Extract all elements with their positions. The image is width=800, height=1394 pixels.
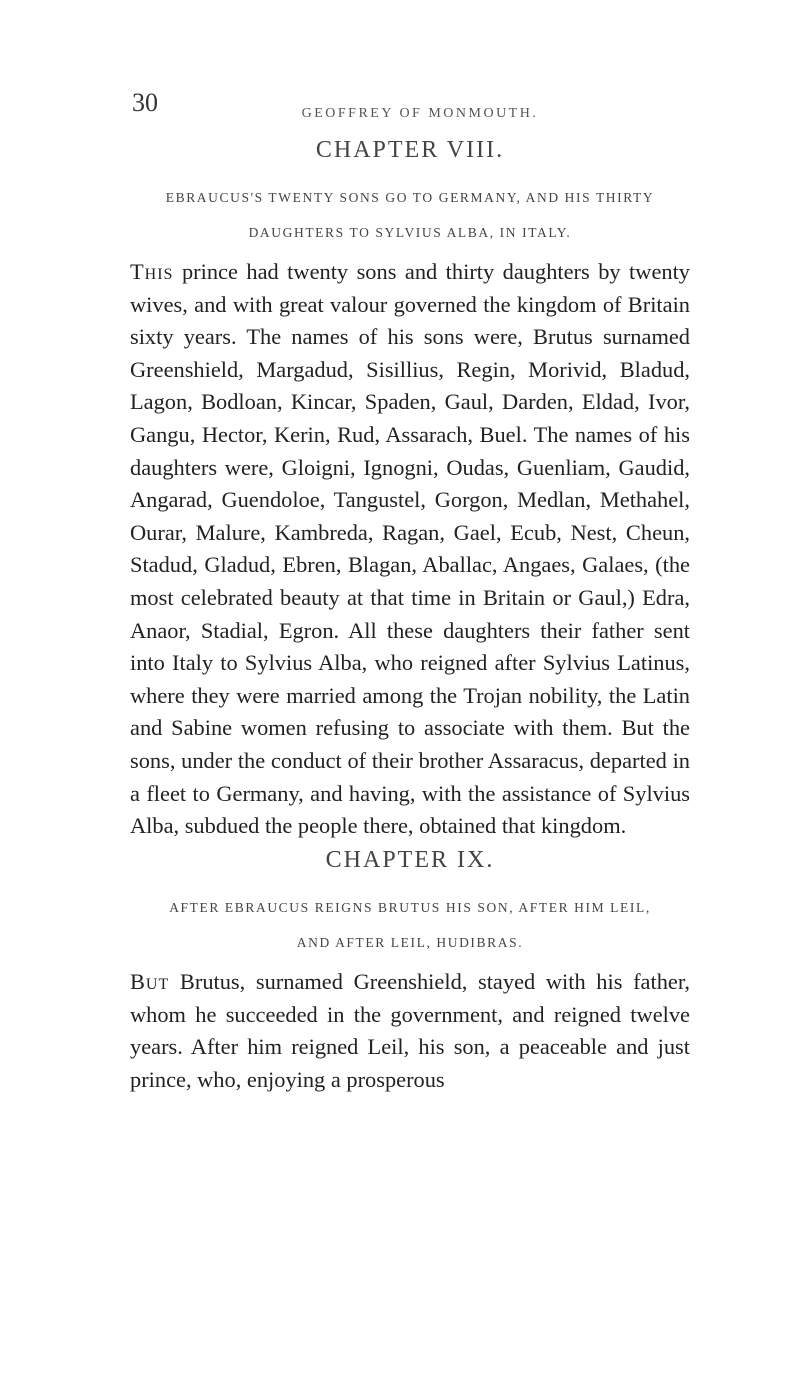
chapter-9-title: CHAPTER IX. (325, 847, 495, 873)
chapter-9 (130, 847, 690, 1096)
chapter-9-summary (130, 890, 690, 960)
page-number: 30 (132, 88, 158, 117)
chapter-8-opening-word: This (130, 259, 174, 284)
chapter-8-title: CHAPTER VIII. (315, 137, 505, 163)
chapter-8-body: prince had twenty sons and thirty daughters by twenty wives, and with great valour governed the kingdom of Britain sixty years. The names of his sons were, Brutus surnamed Greenshield, Margadud, Sisillius, Regin, Morivid, Bladud, Lagon, Bodloan, Kincar, Spaden, Gaul, Darden, Eldad, Ivor, Gangu, Hector, Kerin, Rud, Assarach, Buel. The names of his daughters were, Gloigni, Ignogni, Oudas, Guenliam, Gaudid, Angarad, Guendoloe, Tangustel, Gorgon, Medlan, Methahel, Ourar, Malure, Kambreda, Ragan, Gael, Ecub, Nest, Cheun, Stadud, Gladud, Ebren, Blagan, Aballac, Angaes, Galaes, (the most celebrated beauty at that time in Britain or Gaul,) Edra, Anaor, Stadial, Egron. All these daughters their father sent into Italy to Sylvius Alba, who reigned after Sylvius Latinus, where they were married among the Trojan nobility, the Latin and Sabine women refusing to associate with them. But the sons, under the conduct of their brother Assaracus, departed in a fleet to Germany, and having, with the assistance of Sylvius Alba, subdued the people there, obtained that kingdom. (130, 259, 690, 839)
chapter-8-summary-line-1: EBRAUCUS'S TWENTY SONS GO TO GERMANY, AND HIS THIRTY (165, 190, 655, 205)
chapter-9-paragraph (130, 966, 690, 1096)
chapter-8-summary (130, 180, 690, 250)
running-head: GEOFFREY OF MONMOUTH. (301, 106, 539, 121)
chapter-8-summary-line-2: DAUGHTERS TO SYLVIUS ALBA, IN ITALY. (248, 225, 572, 240)
chapter-8 (130, 137, 690, 843)
chapter-9-summary-line-2: AND AFTER LEIL, HUDIBRAS. (296, 935, 524, 950)
chapter-9-summary-line-1: AFTER EBRAUCUS REIGNS BRUTUS HIS SON, AFTER HIM LEIL, (169, 900, 651, 915)
chapter-8-paragraph (130, 256, 690, 843)
chapter-9-opening-word: But (130, 969, 170, 994)
chapter-9-body: Brutus, surnamed Greenshield, stayed with his father, whom he succeeded in the government, and reigned twelve years. After him reigned Leil, his son, a peaceable and just prince, who, enjoying a prosperous (130, 969, 690, 1092)
